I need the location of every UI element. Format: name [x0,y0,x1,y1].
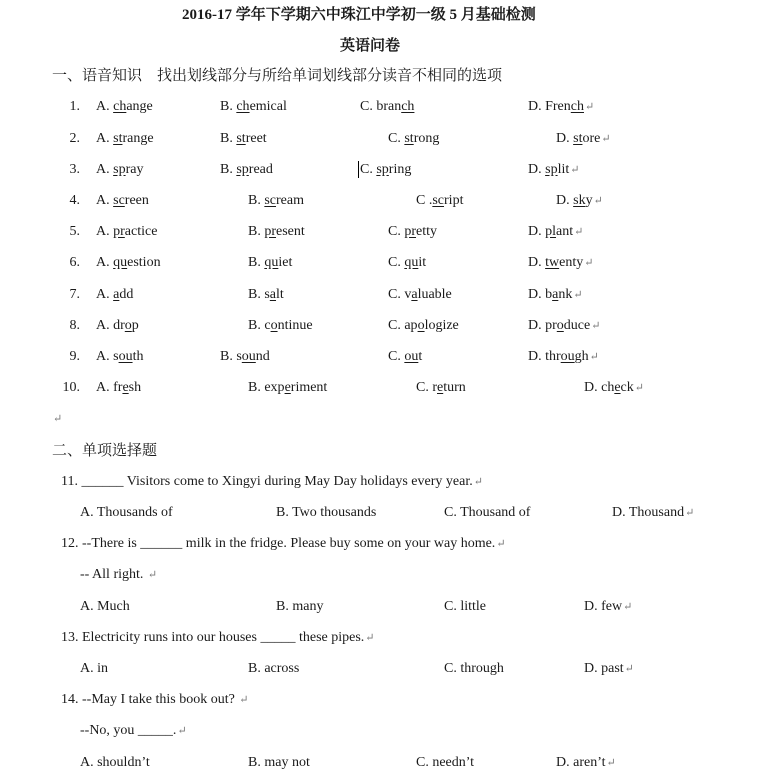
phonetics-item [0,317,763,335]
phonetics-item [0,286,763,304]
paragraph-mark: ↵ [585,101,595,113]
underlined-letters: a [269,287,277,302]
underlined-letters: qu [404,255,419,270]
paragraph-mark: ↵ [177,725,187,737]
underlined-letters: sp [545,162,558,177]
answer-option-b: B. may not [248,755,310,770]
option-b: B. present [248,224,305,239]
underlined-letters: o [556,318,564,333]
underlined-letters: ou [560,349,575,364]
option-a: A. change [96,99,153,114]
underlined-letters: qu [113,255,128,270]
paragraph-mark: ↵ [624,663,634,675]
option-d: D. French↵ [528,99,595,114]
option-d: D. twenty↵ [528,255,594,270]
underlined-letters: st [113,131,123,146]
answer-option-a: A. shouldn’t [80,755,150,770]
underlined-letters: pl [545,224,557,239]
underlined-letters: pr [264,224,277,239]
underlined-letters: ou [118,349,133,364]
section-choice-heading: 二、单项选择题 [52,443,158,459]
option-a: A. spray [96,162,144,177]
paragraph-mark: ↵ [496,538,506,550]
answer-option-d: D. Thousand↵ [612,505,695,520]
option-b: B. chemical [220,99,287,114]
underlined-letters: o [124,318,132,333]
paragraph-mark: ↵ [591,320,601,332]
option-a: A. question [96,255,161,270]
option-b: B. scream [248,193,304,208]
option-d: D. check↵ [584,380,644,395]
option-d: D. store↵ [556,131,611,146]
underlined-letters: o [270,318,278,333]
item-number: 4. [69,193,80,208]
item-number: 5. [69,224,80,239]
underlined-letters: o [417,318,425,333]
phonetics-item [0,130,763,148]
option-d: D. sky↵ [556,193,603,208]
phonetics-item [0,254,763,272]
underlined-letters: ch [113,99,127,114]
underlined-letters: sc [264,193,277,208]
answer-option-d: D. few↵ [584,599,633,614]
option-a: A. screen [96,193,149,208]
option-c: C .script [416,193,464,208]
option-c: C. return [416,380,466,395]
option-c: C. quit [388,255,427,270]
phonetics-item [0,379,763,397]
underlined-letters: e [284,380,291,395]
underlined-letters: a [411,287,418,302]
answer-option-a: A. in [80,661,108,676]
item-number: 3. [69,162,80,177]
underlined-letters: sc [432,193,445,208]
option-a: A. add [96,287,134,302]
option-d: D. split↵ [528,162,580,177]
answer-option-b: B. across [248,661,300,676]
question-stem: 14. --May I take this book out? ↵ [61,692,249,707]
underlined-letters: pr [404,224,417,239]
underlined-letters: sp [236,162,249,177]
option-b: B. street [220,131,267,146]
item-number: 7. [69,287,80,302]
underlined-letters: ou [404,349,419,364]
item-number: 8. [69,318,80,333]
underlined-letters: sc [113,193,125,208]
option-a: A. practice [96,224,158,239]
paragraph-mark: ↵ [570,164,580,176]
question-stem-continuation: -- All right. ↵ [80,567,158,582]
option-b: B. sound [220,349,270,364]
text-cursor [358,161,359,178]
paragraph-mark: ↵ [623,601,633,613]
underlined-letters: ch [570,99,584,114]
paper-subtitle: 英语问卷 [340,38,401,54]
paragraph-mark: ↵ [593,195,603,207]
phonetics-item [0,161,763,179]
option-b: B. experiment [248,380,328,395]
option-a: A. strange [96,131,154,146]
paragraph-mark: ↵ [634,382,644,394]
answer-option-a: A. Thousands of [80,505,173,520]
item-number: 6. [69,255,80,270]
option-c: C. branch [360,99,415,114]
paragraph-mark: ↵ [365,632,375,644]
answer-option-a: A. Much [80,599,130,614]
option-d: D. through↵ [528,349,599,364]
paper-title: 2016-17 学年下学期六中珠江中学初一级 5 月基础检测 [182,7,536,23]
option-b: B. continue [248,318,313,333]
phonetics-item [0,192,763,210]
underlined-letters: ou [241,349,256,364]
phonetics-item [0,348,763,366]
item-number: 1. [69,99,80,114]
question-stem: 11. ______ Visitors come to Xingyi during May Day holidays every year.↵ [61,474,483,489]
answer-option-d: D. aren’t↵ [556,755,616,770]
paragraph-mark: ↵ [601,133,611,145]
underlined-letters: ch [401,99,415,114]
option-c: C. strong [388,131,440,146]
section-phonetics-heading: 一、语音知识 找出划线部分与所给单词划线部分读音不相同的选项 [52,68,503,84]
answer-option-b: B. Two thousands [276,505,377,520]
underlined-letters: sp [376,162,389,177]
underlined-letters: a [113,287,120,302]
paragraph-mark: ↵ [584,257,594,269]
option-c: C. out [388,349,423,364]
question-stem-continuation: --No, you _____.↵ [80,723,187,738]
underlined-letters: pr [113,224,125,239]
option-c: C. valuable [388,287,452,302]
phonetics-item [0,223,763,241]
underlined-letters: st [573,131,583,146]
paragraph-mark: ↵ [239,694,249,706]
empty-paragraph: ↵ [53,413,63,425]
paragraph-mark: ↵ [147,569,158,581]
option-c: C. pretty [388,224,438,239]
underlined-letters: tw [545,255,560,270]
option-b: B. spread [220,162,273,177]
answer-option-c: C. Thousand of [444,505,531,520]
paragraph-mark: ↵ [574,226,584,238]
paragraph-mark: ↵ [473,476,483,488]
underlined-letters: sk [573,193,586,208]
underlined-letters: ch [236,99,250,114]
phonetics-item [0,98,763,116]
underlined-letters: e [122,380,129,395]
question-stem: 13. Electricity runs into our houses _____ these pipes.↵ [61,630,375,645]
option-c: C. apologize [388,318,459,333]
underlined-letters: st [236,131,246,146]
question-stem: 12. --There is ______ milk in the fridge. Please buy some on your way home.↵ [61,536,506,551]
option-d: D. plant↵ [528,224,584,239]
item-number: 10. [62,380,80,395]
item-number: 2. [69,131,80,146]
answer-option-c: C. through [444,661,504,676]
option-d: D. produce↵ [528,318,601,333]
answer-option-c: C. little [444,599,486,614]
paragraph-mark: ↵ [573,289,583,301]
paragraph-mark: ↵ [606,757,616,769]
underlined-letters: sp [113,162,126,177]
answer-option-d: D. past↵ [584,661,634,676]
underlined-letters: a [552,287,559,302]
option-a: A. fresh [96,380,142,395]
underlined-letters: qu [264,255,279,270]
underlined-letters: e [614,380,621,395]
paragraph-mark: ↵ [589,351,599,363]
option-a: A. south [96,349,144,364]
answer-option-b: B. many [276,599,324,614]
option-c: C. spring [360,162,412,177]
option-a: A. drop [96,318,139,333]
option-b: B. quiet [248,255,293,270]
option-d: D. bank↵ [528,287,583,302]
answer-option-c: C. needn’t [416,755,475,770]
underlined-letters: st [404,131,414,146]
option-b: B. salt [248,287,284,302]
paragraph-mark: ↵ [685,507,695,519]
underlined-letters: e [437,380,444,395]
item-number: 9. [69,349,80,364]
